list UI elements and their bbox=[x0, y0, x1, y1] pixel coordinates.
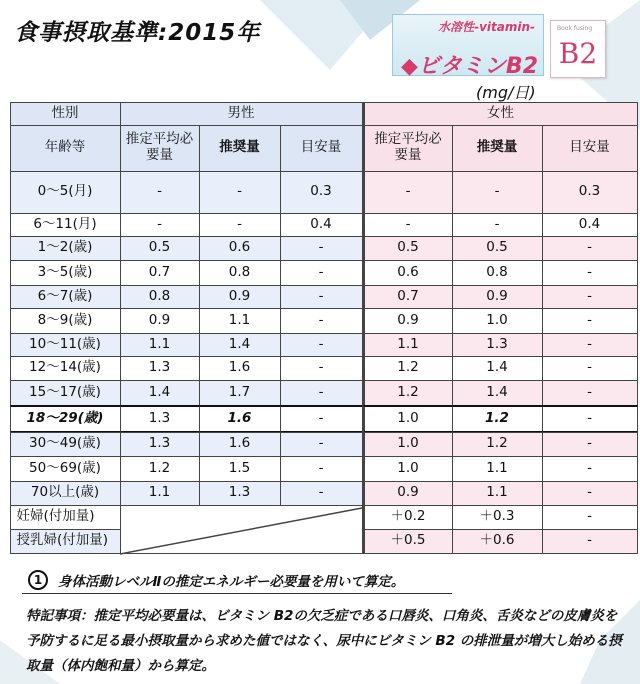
female-header: 女性 bbox=[362, 102, 638, 126]
age-header: 年齢等 bbox=[10, 125, 121, 172]
male-ai-cell: - bbox=[280, 285, 363, 309]
male-ear-cell: 1.4 bbox=[120, 380, 200, 406]
badge-subtitle: 水溶性-vitamin- bbox=[438, 20, 535, 34]
age-cell: 18～29(歳) bbox=[10, 405, 121, 433]
male-rda-cell: 0.6 bbox=[199, 236, 281, 261]
male-ear-cell: 0.5 bbox=[120, 236, 200, 261]
male-header: 男性 bbox=[120, 102, 363, 126]
male-ear-cell: 1.1 bbox=[120, 481, 200, 506]
female-ai-header: 目安量 bbox=[542, 125, 638, 172]
age-cell: 30～49(歳) bbox=[10, 432, 121, 457]
page-title: 食事摂取基準:2015年 bbox=[14, 20, 261, 46]
female-ai-cell: - bbox=[542, 432, 638, 457]
male-ai-cell: - bbox=[280, 481, 363, 506]
female-ear-cell: ＋0.2 bbox=[362, 505, 453, 530]
sex-header: 性別 bbox=[10, 102, 121, 126]
age-cell: 10～11(歳) bbox=[10, 333, 121, 357]
age-cell: 0～5(月) bbox=[10, 171, 121, 214]
female-ear-cell: 1.1 bbox=[362, 333, 453, 357]
note-1-number: 1 bbox=[28, 570, 48, 590]
female-rda-cell: 1.3 bbox=[452, 333, 543, 357]
male-ear-cell: 1.2 bbox=[120, 456, 200, 482]
vitamin-badge bbox=[392, 14, 544, 79]
female-rda-cell: - bbox=[452, 213, 543, 237]
male-ai-cell: - bbox=[280, 308, 363, 334]
female-ai-cell: - bbox=[542, 236, 638, 261]
male-ear-header: 推定平均必要量 bbox=[120, 125, 200, 172]
male-ai-cell: - bbox=[280, 333, 363, 357]
b2-card bbox=[550, 20, 606, 78]
male-ai-cell: 0.3 bbox=[280, 171, 363, 214]
age-cell: 6～11(月) bbox=[10, 213, 121, 237]
male-rda-cell: - bbox=[199, 213, 281, 237]
card-mark: B2 bbox=[558, 37, 598, 70]
female-rda-cell: 1.4 bbox=[452, 380, 543, 406]
card-label: Book fusing bbox=[557, 25, 593, 32]
female-ear-cell: 1.2 bbox=[362, 380, 453, 406]
age-cell: 6～7(歳) bbox=[10, 285, 121, 309]
male-blank-cell bbox=[120, 505, 363, 554]
male-ear-cell: 1.3 bbox=[120, 356, 200, 381]
male-ear-cell: 1.1 bbox=[120, 333, 200, 357]
female-ear-cell: 1.0 bbox=[362, 405, 453, 433]
female-ear-cell: 1.0 bbox=[362, 432, 453, 457]
female-rda-cell: 0.9 bbox=[452, 285, 543, 309]
female-ear-cell: 0.5 bbox=[362, 236, 453, 261]
female-ear-cell: 0.6 bbox=[362, 260, 453, 286]
male-ai-header: 目安量 bbox=[280, 125, 363, 172]
female-rda-cell: - bbox=[452, 171, 543, 214]
female-ear-cell: 0.9 bbox=[362, 308, 453, 334]
female-ear-cell: 0.9 bbox=[362, 481, 453, 506]
female-ear-header: 推定平均必要量 bbox=[362, 125, 453, 172]
age-cell: 15～17(歳) bbox=[10, 380, 121, 406]
female-ai-cell: - bbox=[542, 356, 638, 381]
male-rda-cell: 1.6 bbox=[199, 432, 281, 457]
male-rda-cell: 1.6 bbox=[199, 356, 281, 381]
female-rda-cell: 1.0 bbox=[452, 308, 543, 334]
male-rda-cell: 0.8 bbox=[199, 260, 281, 286]
male-ear-cell: 0.8 bbox=[120, 285, 200, 309]
age-cell: 1～2(歳) bbox=[10, 236, 121, 261]
female-ai-cell: - bbox=[542, 529, 638, 554]
male-rda-cell: 1.7 bbox=[199, 380, 281, 406]
male-rda-cell: 1.3 bbox=[199, 481, 281, 506]
female-ai-cell: - bbox=[542, 333, 638, 357]
female-ai-cell: - bbox=[542, 456, 638, 482]
male-rda-header: 推奨量 bbox=[199, 125, 281, 172]
age-cell: 50～69(歳) bbox=[10, 456, 121, 482]
male-ear-cell: 1.3 bbox=[120, 432, 200, 457]
male-ai-cell: - bbox=[280, 260, 363, 286]
age-cell: 妊婦(付加量) bbox=[10, 505, 121, 530]
male-rda-cell: 1.1 bbox=[199, 308, 281, 334]
female-rda-cell: 1.4 bbox=[452, 356, 543, 381]
male-ai-cell: - bbox=[280, 456, 363, 482]
male-ear-cell: - bbox=[120, 213, 200, 237]
intake-table bbox=[10, 102, 637, 562]
female-rda-cell: 1.2 bbox=[452, 405, 543, 433]
female-rda-cell: ＋0.6 bbox=[452, 529, 543, 554]
male-ear-cell: - bbox=[120, 171, 200, 214]
male-rda-cell: 0.9 bbox=[199, 285, 281, 309]
female-ai-cell: 0.3 bbox=[542, 171, 638, 214]
female-ear-cell: - bbox=[362, 171, 453, 214]
female-ear-cell: ＋0.5 bbox=[362, 529, 453, 554]
age-cell: 8～9(歳) bbox=[10, 308, 121, 334]
female-ai-cell: - bbox=[542, 405, 638, 433]
female-ear-cell: - bbox=[362, 213, 453, 237]
female-rda-cell: 0.5 bbox=[452, 236, 543, 261]
male-ear-cell: 1.3 bbox=[120, 405, 200, 433]
note-2: 特記事項：推定平均必要量は、ビタミン B2の欠乏症である口唇炎、口角炎、舌炎などの皮膚炎を予防するに足る最小摂取量から求めた値ではなく、尿中にビタミン B2 の排泄量が増大し始める摂取量（体内飽和量）から算定。 bbox=[26, 608, 622, 674]
male-ai-cell: - bbox=[280, 236, 363, 261]
female-ai-cell: - bbox=[542, 481, 638, 506]
female-rda-cell: 1.1 bbox=[452, 481, 543, 506]
male-ear-cell: 0.9 bbox=[120, 308, 200, 334]
male-ear-cell: 0.7 bbox=[120, 260, 200, 286]
badge-vitamin-name: ◆ビタミンB2 bbox=[401, 54, 538, 79]
age-cell: 3～5(歳) bbox=[10, 260, 121, 286]
male-rda-cell: 1.6 bbox=[199, 405, 281, 433]
male-ai-cell: - bbox=[280, 380, 363, 406]
note-1-text: 身体活動レベルⅡの推定エネルギー必要量を用いて算定。 bbox=[58, 574, 405, 590]
note-1 bbox=[28, 570, 404, 590]
female-ai-cell: - bbox=[542, 380, 638, 406]
male-ai-cell: - bbox=[280, 432, 363, 457]
female-ear-cell: 0.7 bbox=[362, 285, 453, 309]
female-rda-header: 推奨量 bbox=[452, 125, 543, 172]
female-ear-cell: 1.0 bbox=[362, 456, 453, 482]
male-rda-cell: - bbox=[199, 171, 281, 214]
male-ai-cell: - bbox=[280, 356, 363, 381]
male-ai-cell: 0.4 bbox=[280, 213, 363, 237]
note-1-underline bbox=[22, 593, 452, 594]
age-cell: 12～14(歳) bbox=[10, 356, 121, 381]
female-rda-cell: 0.8 bbox=[452, 260, 543, 286]
female-ai-cell: - bbox=[542, 505, 638, 530]
male-ai-cell: - bbox=[280, 405, 363, 433]
female-ai-cell: - bbox=[542, 308, 638, 334]
female-rda-cell: 1.1 bbox=[452, 456, 543, 482]
female-ear-cell: 1.2 bbox=[362, 356, 453, 381]
age-cell: 70以上(歳) bbox=[10, 481, 121, 506]
female-rda-cell: 1.2 bbox=[452, 432, 543, 457]
unit-label: (mg/日) bbox=[476, 83, 536, 102]
female-ai-cell: - bbox=[542, 285, 638, 309]
female-ai-cell: 0.4 bbox=[542, 213, 638, 237]
age-cell: 授乳婦(付加量) bbox=[10, 529, 121, 554]
female-ai-cell: - bbox=[542, 260, 638, 286]
male-rda-cell: 1.5 bbox=[199, 456, 281, 482]
male-rda-cell: 1.4 bbox=[199, 333, 281, 357]
female-rda-cell: ＋0.3 bbox=[452, 505, 543, 530]
